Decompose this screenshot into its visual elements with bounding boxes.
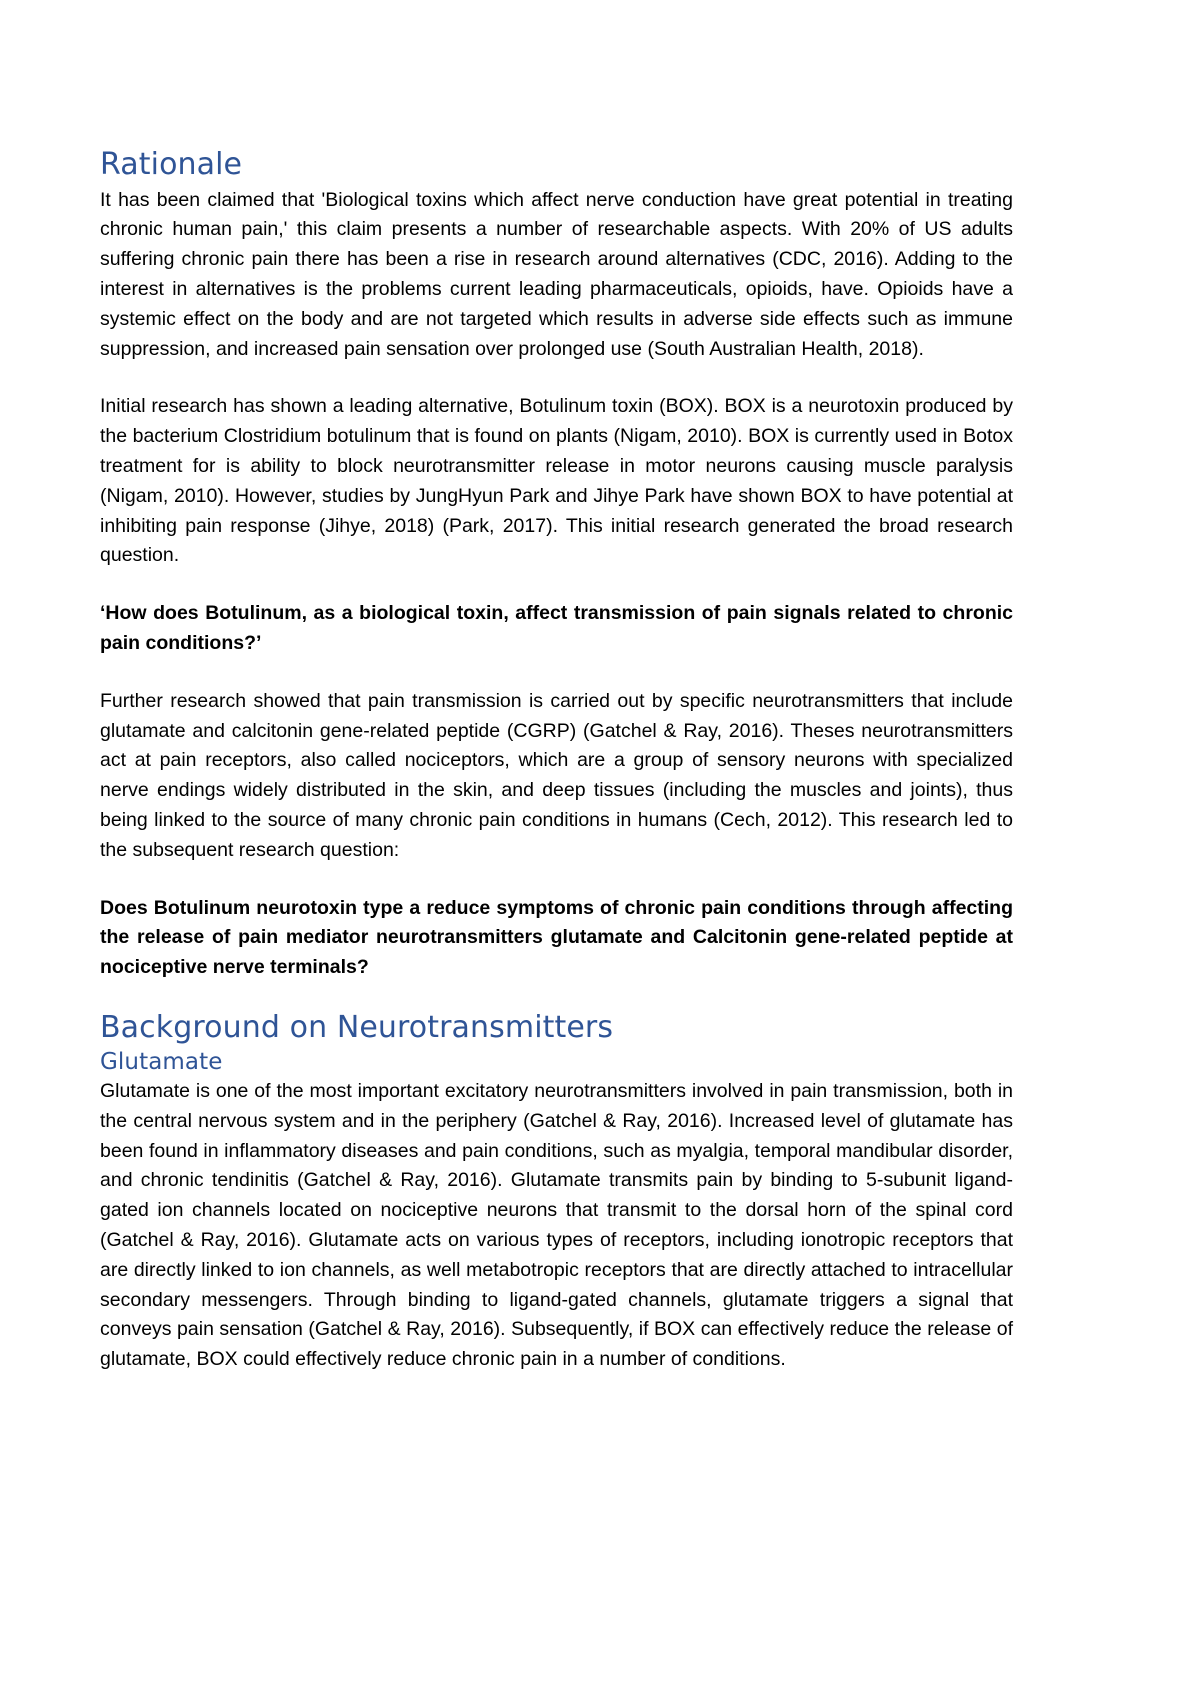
heading-background-on-neurotransmitters: Background on Neurotransmitters	[100, 1009, 614, 1045]
research-question-broad: ‘How does Botulinum, as a biological toxin, affect transmission of pain signals related to chronic pain conditions?’	[100, 602, 1013, 654]
research-question-subsequent: Does Botulinum neurotoxin type a reduce symptoms of chronic pain conditions through affecting the release of pain mediator neurotransmitters glutamate and Calcitonin gene-related peptide at nociceptive nerve terminals?	[100, 896, 1013, 979]
document-body	[100, 148, 1013, 1375]
heading-rationale: Rationale	[100, 147, 243, 182]
heading-glutamate: Glutamate	[100, 1048, 223, 1075]
paragraph-rationale-1: It has been claimed that 'Biological toxins which affect nerve conduction have great potential in treating chronic human pain,' this claim presents a number of researchable aspects. With 20% of US adults suffering chronic pain there has been a rise in research around alternatives (CDC, 2016). Adding to the interest in alternatives is the problems current leading pharmaceuticals, opioids, have. Opioids have a systemic effect on the body and are not targeted which results in adverse side effects such as immune suppression, and increased pain sensation over prolonged use (South Australian Health, 2018).	[100, 188, 1013, 360]
paragraph-rationale-2: Initial research has shown a leading alternative, Botulinum toxin (BOX). BOX is a neurotoxin produced by the bacterium Clostridium botulinum that is found on plants (Nigam, 2010). BOX is currently used in Botox treatment for is ability to block neurotransmitter release in motor neurons causing muscle paralysis (Nigam, 2010). However, studies by JungHyun Park and Jihye Park have shown BOX to have potential at inhibiting pain response (Jihye, 2018) (Park, 2017). This initial research generated the broad research question.	[100, 395, 1013, 567]
paragraph-glutamate-1: Glutamate is one of the most important excitatory neurotransmitters involved in pain transmission, both in the central nervous system and in the periphery (Gatchel & Ray, 2016). Increased level of glutamate has been found in inflammatory diseases and pain conditions, such as myalgia, temporal mandibular disorder, and chronic tendinitis (Gatchel & Ray, 2016). Glutamate transmits pain by binding to 5-subunit ligand-gated ion channels located on nociceptive neurons that transmit to the dorsal horn of the spinal cord (Gatchel & Ray, 2016). Glutamate acts on various types of receptors, including ionotropic receptors that are directly linked to ion channels, as well metabotropic receptors that are directly attached to intracellular secondary messengers. Through binding to ligand-gated channels, glutamate triggers a signal that conveys pain sensation (Gatchel & Ray, 2016). Subsequently, if BOX can effectively reduce the release of glutamate, BOX could effectively reduce chronic pain in a number of conditions.	[100, 1079, 1013, 1371]
paragraph-rationale-3: Further research showed that pain transmission is carried out by specific neurotransmitters that include glutamate and calcitonin gene-related peptide (CGRP) (Gatchel & Ray, 2016). Theses neurotransmitters act at pain receptors, also called nociceptors, which are a group of sensory neurons with specialized nerve endings widely distributed in the skin, and deep tissues (including the muscles and joints), thus being linked to the source of many chronic pain conditions in humans (Cech, 2012). This research led to the subsequent research question:	[100, 689, 1013, 861]
